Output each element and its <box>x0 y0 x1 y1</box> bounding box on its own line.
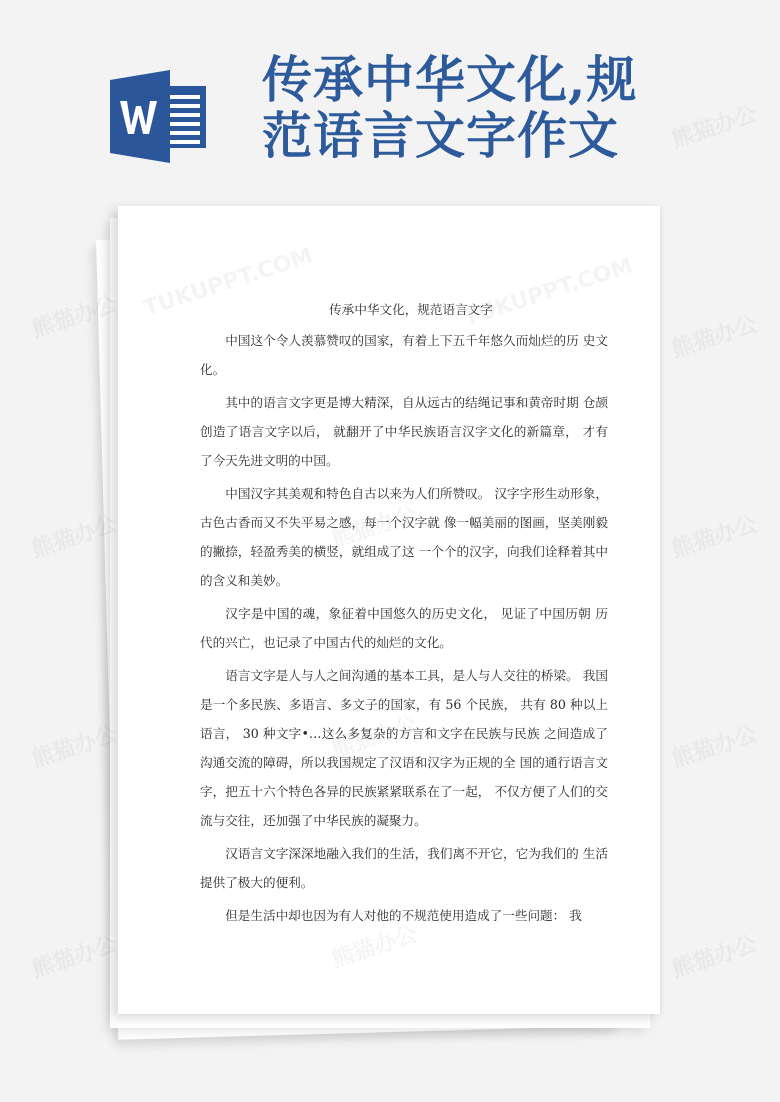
title-line-1: 传承中华文化,规 <box>262 50 638 109</box>
watermark <box>667 927 760 984</box>
paragraph: 其中的语言文字更是博大精深，自从远古的结绳记事和黄帝时期 仓颉创造了语言文字以后， 就翻开了中华民族语言汉字文化的新篇章， 才有了今天先进文明的中国。 <box>200 395 608 468</box>
page-heading: 传承中华文化，规范语言文字 <box>329 302 493 317</box>
paragraph: 中国这个令人羡慕赞叹的国家，有着上下五千年悠久而灿烂的历 史文化。 <box>200 333 608 377</box>
watermark <box>667 507 760 564</box>
document-title <box>262 52 682 164</box>
paragraph: 汉字是中国的魂，象征着中国悠久的历史文化， 见证了中国历朝 历代的兴亡，也记录了中国古代的灿烂的文化。 <box>200 606 608 650</box>
paragraph: 汉语言文字深深地融入我们的生活，我们离不开它，它为我们的 生活提供了极大的便利。 <box>200 846 608 890</box>
watermark <box>27 717 120 774</box>
paragraph: 中国汉字其美观和特色自古以来为人们所赞叹。 汉字字形生动形象，古色古香而又不失平易之感，每一个汉字就 像一幅美丽的图画，坚美刚毅的撇捺，轻盈秀美的横竖，就组成了这 一个个的汉字，向我们诠释着其中的含义和美妙。 <box>200 486 608 588</box>
watermark <box>667 307 760 364</box>
paragraph: 语言文字是人与人之间沟通的基本工具，是人与人交往的桥梁。 我国是一个多民族、多语言、多文子的国家，有 56 个民族， 共有 80 种以上语言， 30 种文字•…这么多复杂的方言和文字在民族与民族 之间造成了沟通交流的障碍，所以我国规定了汉语和汉字为正规的全 国的通行语言文字，把五十六个特色各异的民族紧紧联系在了一起， 不仅方便了人们的交流与交往，还加强了中华民族的凝聚力。 <box>200 668 608 828</box>
document-page <box>118 206 660 1014</box>
title-line-2: 范语言文字作文 <box>262 106 619 165</box>
watermark <box>27 927 120 984</box>
page-content <box>200 294 608 934</box>
paragraph: 但是生活中却也因为有人对他的不规范使用造成了一些问题： 我 <box>225 908 582 923</box>
header <box>0 0 780 200</box>
watermark <box>667 717 760 774</box>
word-document-icon <box>108 68 208 163</box>
